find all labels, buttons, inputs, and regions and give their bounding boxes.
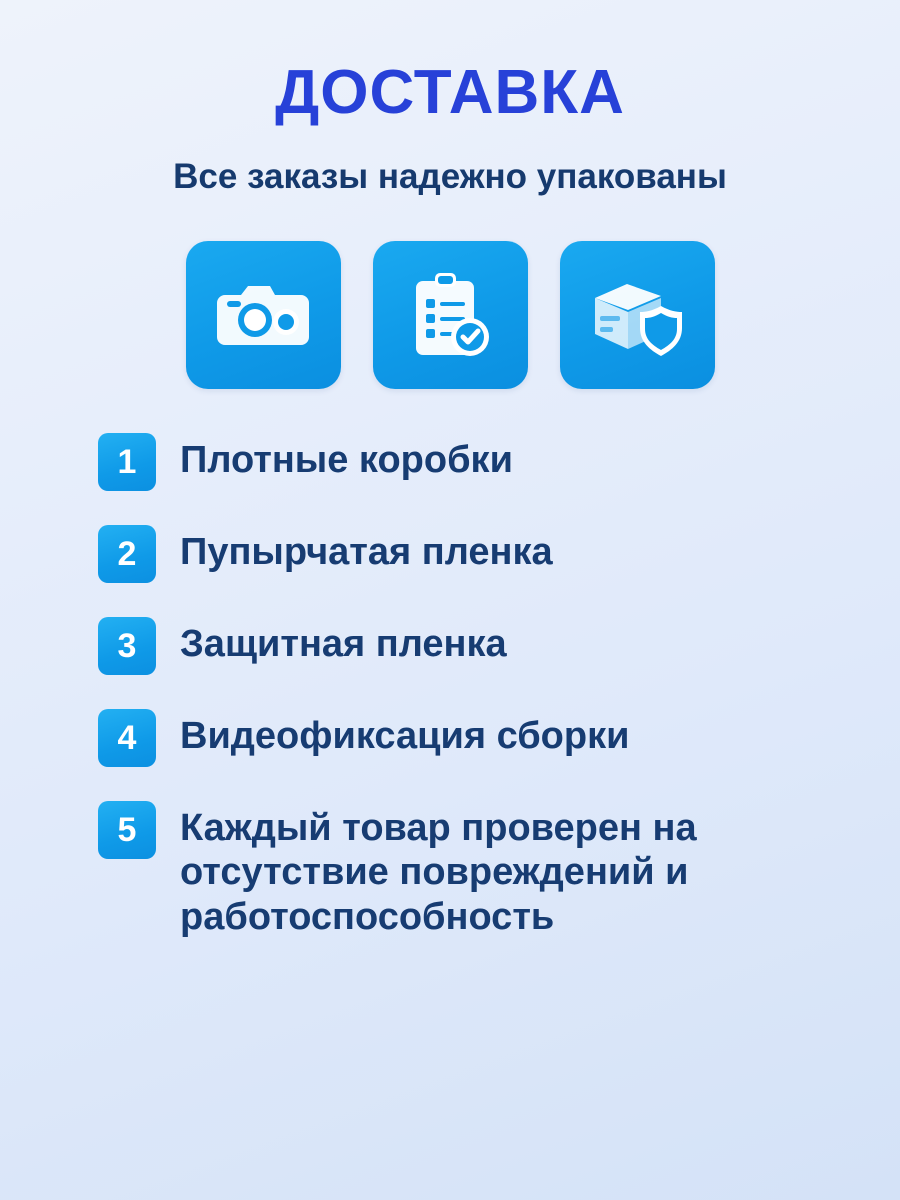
feature-list [40,389,860,940]
shielded-box-icon [587,272,687,358]
list-item-label: Каждый товар проверен на отсутствие повреждений и работоспособность [180,806,697,939]
list-item [98,525,860,583]
list-item-number: 1 [98,433,156,491]
page-title: ДОСТАВКА [275,58,625,127]
list-item-number: 2 [98,525,156,583]
list-item-label: Пупырчатая пленка [180,530,553,573]
list-item-number: 4 [98,709,156,767]
list-item-number: 5 [98,801,156,859]
list-item [98,617,860,675]
checklist-clipboard-icon-tile [373,241,528,389]
page-subtitle: Все заказы надежно упакованы [173,157,727,196]
list-item-label: Видеофиксация сборки [180,714,630,757]
camera-icon [215,277,311,353]
checklist-clipboard-icon [408,269,492,361]
list-item-label: Защитная пленка [180,622,507,665]
list-item [98,801,860,940]
list-item-label: Плотные коробки [180,438,513,481]
shielded-box-icon-tile [560,241,715,389]
list-item-number: 3 [98,617,156,675]
camera-icon-tile [186,241,341,389]
list-item [98,709,860,767]
list-item [98,433,860,491]
icon-row [40,241,860,389]
